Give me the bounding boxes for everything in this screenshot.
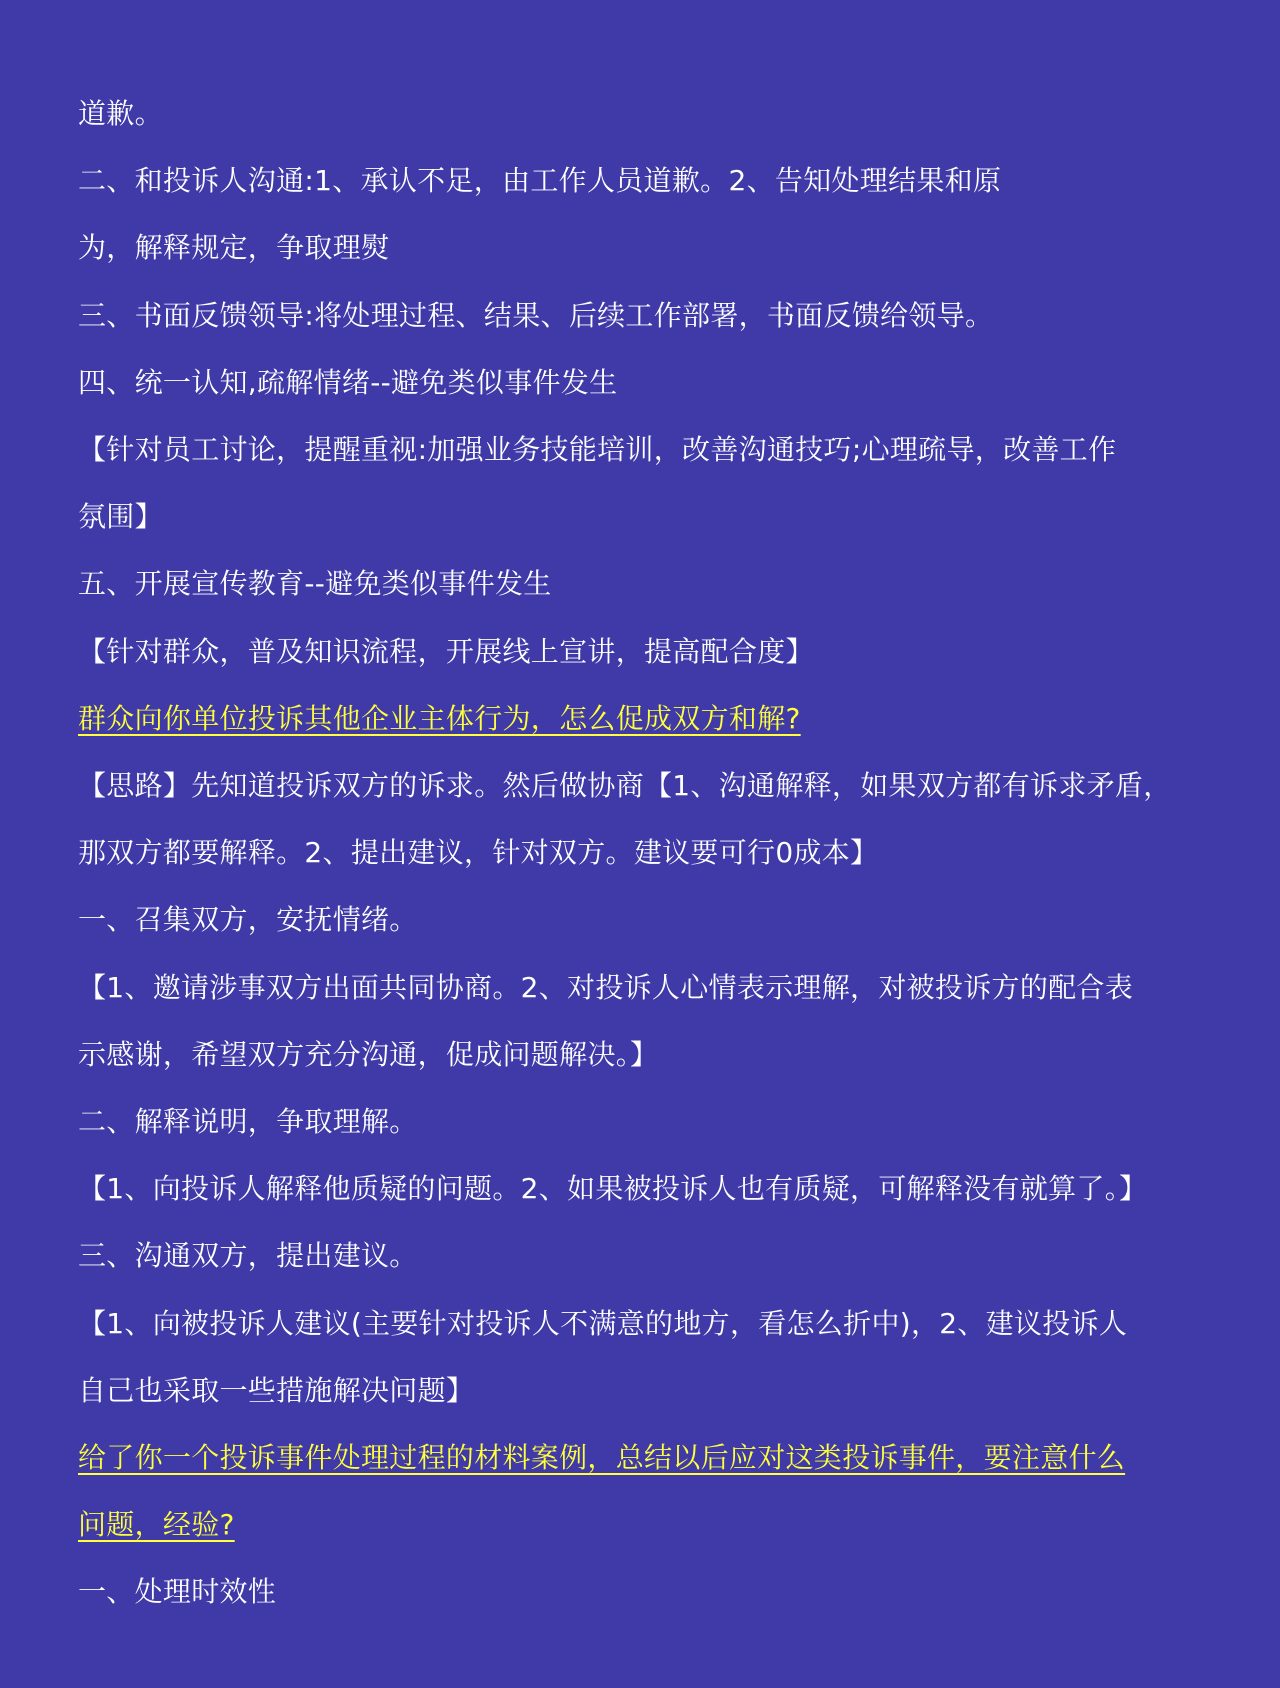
text-line-step-4: 四、统一认知,疏解情绪--避免类似事件发生 [78,365,618,399]
question-heading-lessons: 给了你一个投诉事件处理过程的材料案例，总结以后应对这类投诉事件，要注意什么 [78,1441,1126,1475]
text-line-step-5-note: 【针对群众，普及知识流程，开展线上宣讲，提高配合度】 [78,634,814,668]
text-line-step-4-note-cont: 氛围】 [78,500,163,534]
text-line-mediation-step-3: 三、沟通双方，提出建议。 [78,1239,418,1273]
text-line-mediation-step-2-note: 【1、向投诉人解释他质疑的问题。2、如果被投诉人也有质疑，可解释没有就算了。】 [78,1172,1148,1206]
text-line-lessons-step-1: 一、处理时效性 [78,1575,277,1609]
text-line-mediation-step-3-note: 【1、向被投诉人建议(主要针对投诉人不满意的地方，看怎么折中)，2、建议投诉人 [78,1306,1128,1340]
question-heading-mediation: 群众向你单位投诉其他企业主体行为，怎么促成双方和解? [78,701,801,735]
text-line-mediation-step-1-note: 【1、邀请涉事双方出面共同协商。2、对投诉人心情表示理解，对被投诉方的配合表 [78,970,1134,1004]
text-line-step-4-note: 【针对员工讨论，提醒重视:加强业务技能培训，改善沟通技巧;心理疏导，改善工作 [78,433,1117,467]
text-line-mediation-step-3-note-cont: 自己也采取一些措施解决问题】 [78,1373,475,1407]
text-line-step-5: 五、开展宣传教育--避免类似事件发生 [78,567,552,601]
text-line-step-2-cont: 为，解释规定，争取理熨 [78,231,390,265]
question-heading-lessons-cont: 问题，经验? [78,1508,235,1542]
text-line-apology-end: 道歉。 [78,97,163,130]
text-line-mediation-step-1-note-cont: 示感谢，希望双方充分沟通，促成问题解决。】 [78,1037,659,1071]
text-line-mediation-step-2: 二、解释说明，争取理解。 [78,1105,418,1139]
text-line-mediation-step-1: 一、召集双方，安抚情绪。 [78,903,418,937]
text-line-approach-cont: 那双方都要解释。2、提出建议，针对双方。建议要可行0成本】 [78,836,879,870]
text-line-step-3: 三、书面反馈领导:将处理过程、结果、后续工作部署，书面反馈给领导。 [78,298,994,332]
text-line-step-2: 二、和投诉人沟通:1、承认不足，由工作人员道歉。2、告知处理结果和原 [78,164,1002,198]
text-line-approach: 【思路】先知道投诉双方的诉求。然后做协商【1、沟通解释，如果双方都有诉求矛盾， [78,769,1172,803]
